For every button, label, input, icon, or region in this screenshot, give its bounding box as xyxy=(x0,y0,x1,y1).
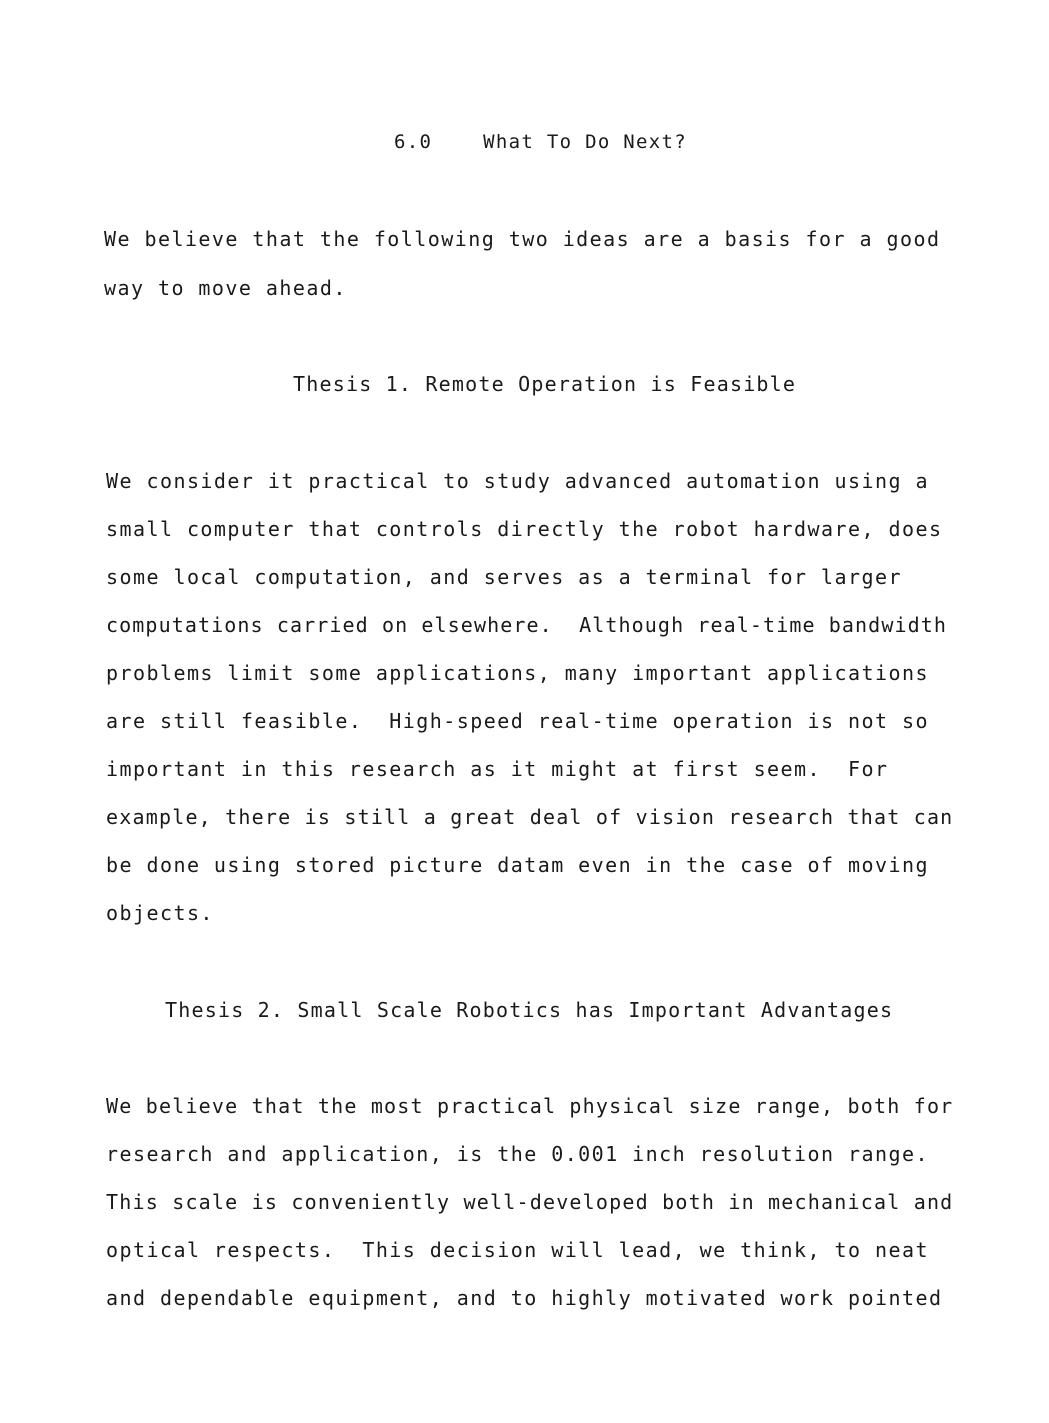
thesis1-line: some local computation, and serves as a terminal for larger xyxy=(106,565,902,589)
thesis1-line: We consider it practical to study advanced automation using a xyxy=(106,469,929,493)
thesis1-line: problems limit some applications, many important applications xyxy=(106,661,929,685)
thesis1-line: are still feasible. High-speed real-time operation is not so xyxy=(106,709,929,733)
thesis1-title: Thesis 1. Remote Operation is Feasible xyxy=(293,372,797,396)
thesis2-line: We believe that the most practical physical size range, both for xyxy=(106,1094,954,1118)
thesis2-title: Thesis 2. Small Scale Robotics has Important Advantages xyxy=(165,998,894,1022)
thesis1-line: example, there is still a great deal of vision research that can xyxy=(106,805,954,829)
intro-line: way to move ahead. xyxy=(104,276,347,300)
thesis1-line: small computer that controls directly the robot hardware, does xyxy=(106,517,943,541)
thesis2-line: research and application, is the 0.001 inch resolution range. xyxy=(106,1142,929,1166)
thesis2-line: and dependable equipment, and to highly motivated work pointed xyxy=(106,1286,943,1310)
thesis1-line: important in this research as it might at first seem. For xyxy=(106,757,889,781)
thesis1-line: be done using stored picture datam even in the case of moving xyxy=(106,853,929,877)
thesis2-line: This scale is conveniently well-developed both in mechanical and xyxy=(106,1190,954,1214)
section-heading: 6.0 What To Do Next? xyxy=(394,131,687,153)
intro-line: We believe that the following two ideas are a basis for a good xyxy=(104,227,941,251)
thesis2-line: optical respects. This decision will lead, we think, to neat xyxy=(106,1238,929,1262)
thesis1-line: computations carried on elsewhere. Although real-time bandwidth xyxy=(106,613,948,637)
thesis1-line: objects. xyxy=(106,901,214,925)
